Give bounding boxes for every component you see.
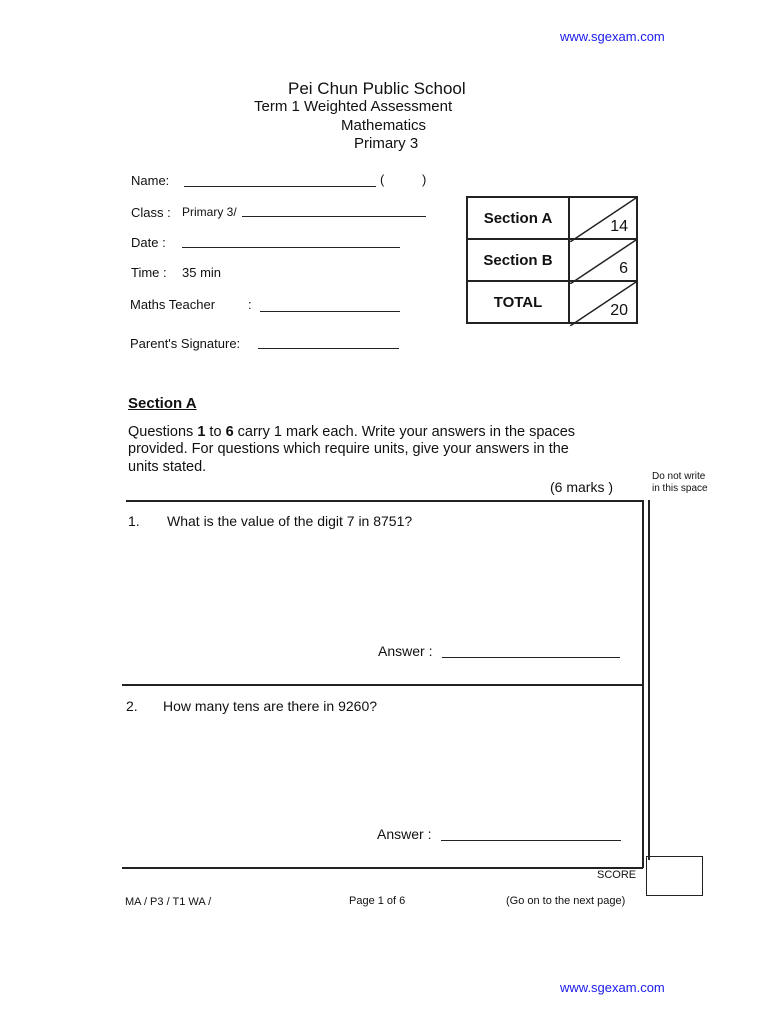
section-a-instructions-line2: provided. For questions which require units, give your answers in the [128, 441, 569, 457]
date-field[interactable] [182, 247, 400, 248]
score-row-section-a [467, 197, 637, 239]
assessment-title: Term 1 Weighted Assessment [254, 98, 453, 115]
class-field[interactable] [242, 216, 426, 217]
instructions-q6: 6 [225, 424, 234, 440]
date-label: Date : [131, 235, 166, 250]
website-link-top[interactable]: www.sgexam.com [560, 29, 665, 44]
score-label-total: TOTAL [467, 281, 569, 323]
signature-field[interactable] [258, 348, 399, 349]
score-mark-section-a: 14 [610, 218, 628, 235]
signature-label: Parent's Signature: [130, 336, 241, 351]
instructions-text-mid: to [205, 424, 226, 440]
score-row-total [467, 281, 637, 323]
website-link-bottom[interactable]: www.sgexam.com [560, 980, 665, 995]
question-2-answer-label: Answer : [377, 826, 432, 842]
score-label-section-b: Section B [467, 239, 569, 281]
question-1-text: What is the value of the digit 7 in 8751? [167, 513, 413, 529]
score-cell-total [569, 281, 637, 323]
score-label: SCORE [597, 869, 637, 881]
divider-top [126, 500, 644, 502]
divider-q1-q2 [122, 684, 643, 686]
score-cell-section-a [569, 197, 637, 239]
score-mark-section-b: 6 [619, 260, 628, 277]
score-row-section-b [467, 239, 637, 281]
name-paren-open: ( [380, 172, 385, 187]
question-1-answer-field[interactable] [442, 657, 620, 658]
score-mark-total: 20 [610, 302, 628, 319]
teacher-colon: : [248, 297, 252, 312]
instructions-text-pre: Questions [128, 424, 198, 440]
footer-page: Page 1 of 6 [349, 895, 406, 907]
score-box[interactable] [646, 856, 703, 896]
section-a-instructions-line1 [128, 424, 575, 440]
margin-note-line1: Do not write [652, 471, 706, 482]
question-2-answer-field[interactable] [441, 840, 621, 841]
margin-note-line2: in this space [652, 483, 708, 494]
class-value: Primary 3/ [182, 205, 237, 219]
score-label-section-a: Section A [467, 197, 569, 239]
class-label: Class : [131, 205, 171, 220]
section-a-title: Section A [128, 395, 197, 412]
name-paren-close: ) [422, 172, 427, 187]
footer-code: MA / P3 / T1 WA / [125, 896, 212, 908]
footer-next-page: (Go on to the next page) [506, 895, 626, 907]
time-label: Time : [131, 265, 167, 280]
instructions-text-post: carry 1 mark each. Write your answers in the spaces [233, 424, 576, 440]
instructions-q1: 1 [197, 424, 206, 440]
time-value: 35 min [182, 265, 222, 280]
section-a-instructions-line3: units stated. [128, 459, 207, 475]
subject-title: Mathematics [341, 117, 427, 134]
name-field[interactable] [184, 186, 376, 187]
section-a-marks: (6 marks ) [550, 479, 613, 495]
divider-bottom [122, 867, 643, 869]
question-1-number: 1. [128, 513, 140, 529]
score-cell-section-b [569, 239, 637, 281]
question-2-text: How many tens are there in 9260? [163, 698, 378, 714]
school-name: Pei Chun Public School [288, 79, 466, 98]
teacher-label: Maths Teacher [130, 297, 216, 312]
level-title: Primary 3 [354, 135, 419, 152]
teacher-field[interactable] [260, 311, 400, 312]
question-2-number: 2. [126, 698, 138, 714]
name-label: Name: [131, 173, 170, 188]
score-table [466, 196, 638, 324]
margin-rule [648, 500, 650, 860]
question-1-answer-label: Answer : [378, 643, 433, 659]
